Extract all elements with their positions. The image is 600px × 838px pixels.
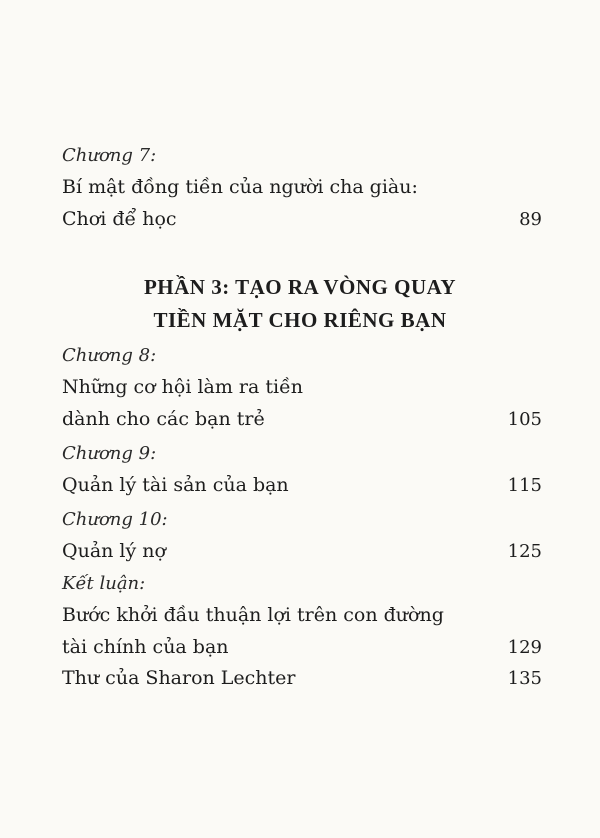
- chapter-label: Chương 10:: [62, 509, 168, 530]
- page-number: 129: [507, 637, 542, 658]
- toc-entry-chapter-10: [62, 505, 542, 567]
- chapter-label: Chương 8:: [62, 345, 157, 366]
- chapter-title-line: dành cho các bạn trẻ: [62, 408, 265, 430]
- chapter-label: Kết luận:: [62, 573, 146, 594]
- chapter-title-line: Thư của Sharon Lechter: [62, 667, 296, 689]
- chapter-label: Chương 7:: [62, 145, 157, 166]
- page-number: 89: [519, 209, 542, 230]
- part-heading-line: TIỀN MẶT CHO RIÊNG BẠN: [153, 308, 447, 332]
- toc-entry-letter: [62, 662, 542, 694]
- page-number: 125: [507, 541, 542, 562]
- part-heading-line: PHẦN 3: TẠO RA VÒNG QUAY: [143, 275, 457, 299]
- chapter-title-line: Những cơ hội làm ra tiền: [62, 376, 303, 398]
- chapter-title-line: Bí mật đồng tiền của người cha giàu:: [62, 176, 418, 198]
- page-number: 115: [507, 475, 542, 496]
- chapter-title-line: tài chính của bạn: [62, 636, 229, 658]
- toc-entry-conclusion: [62, 569, 542, 663]
- toc-entry-chapter-9: [62, 439, 542, 501]
- chapter-title-line: Quản lý tài sản của bạn: [62, 474, 289, 496]
- page-number: 135: [507, 668, 542, 689]
- part-heading: [0, 271, 600, 337]
- chapter-title-line: Bước khởi đầu thuận lợi trên con đường: [62, 604, 444, 626]
- page-number: 105: [507, 409, 542, 430]
- chapter-title-line: Chơi để học: [62, 208, 177, 230]
- toc-entry-chapter-8: [62, 341, 542, 435]
- toc-entry-chapter-7: [62, 141, 542, 235]
- chapter-label: Chương 9:: [62, 443, 157, 464]
- chapter-title-line: Quản lý nợ: [62, 540, 166, 562]
